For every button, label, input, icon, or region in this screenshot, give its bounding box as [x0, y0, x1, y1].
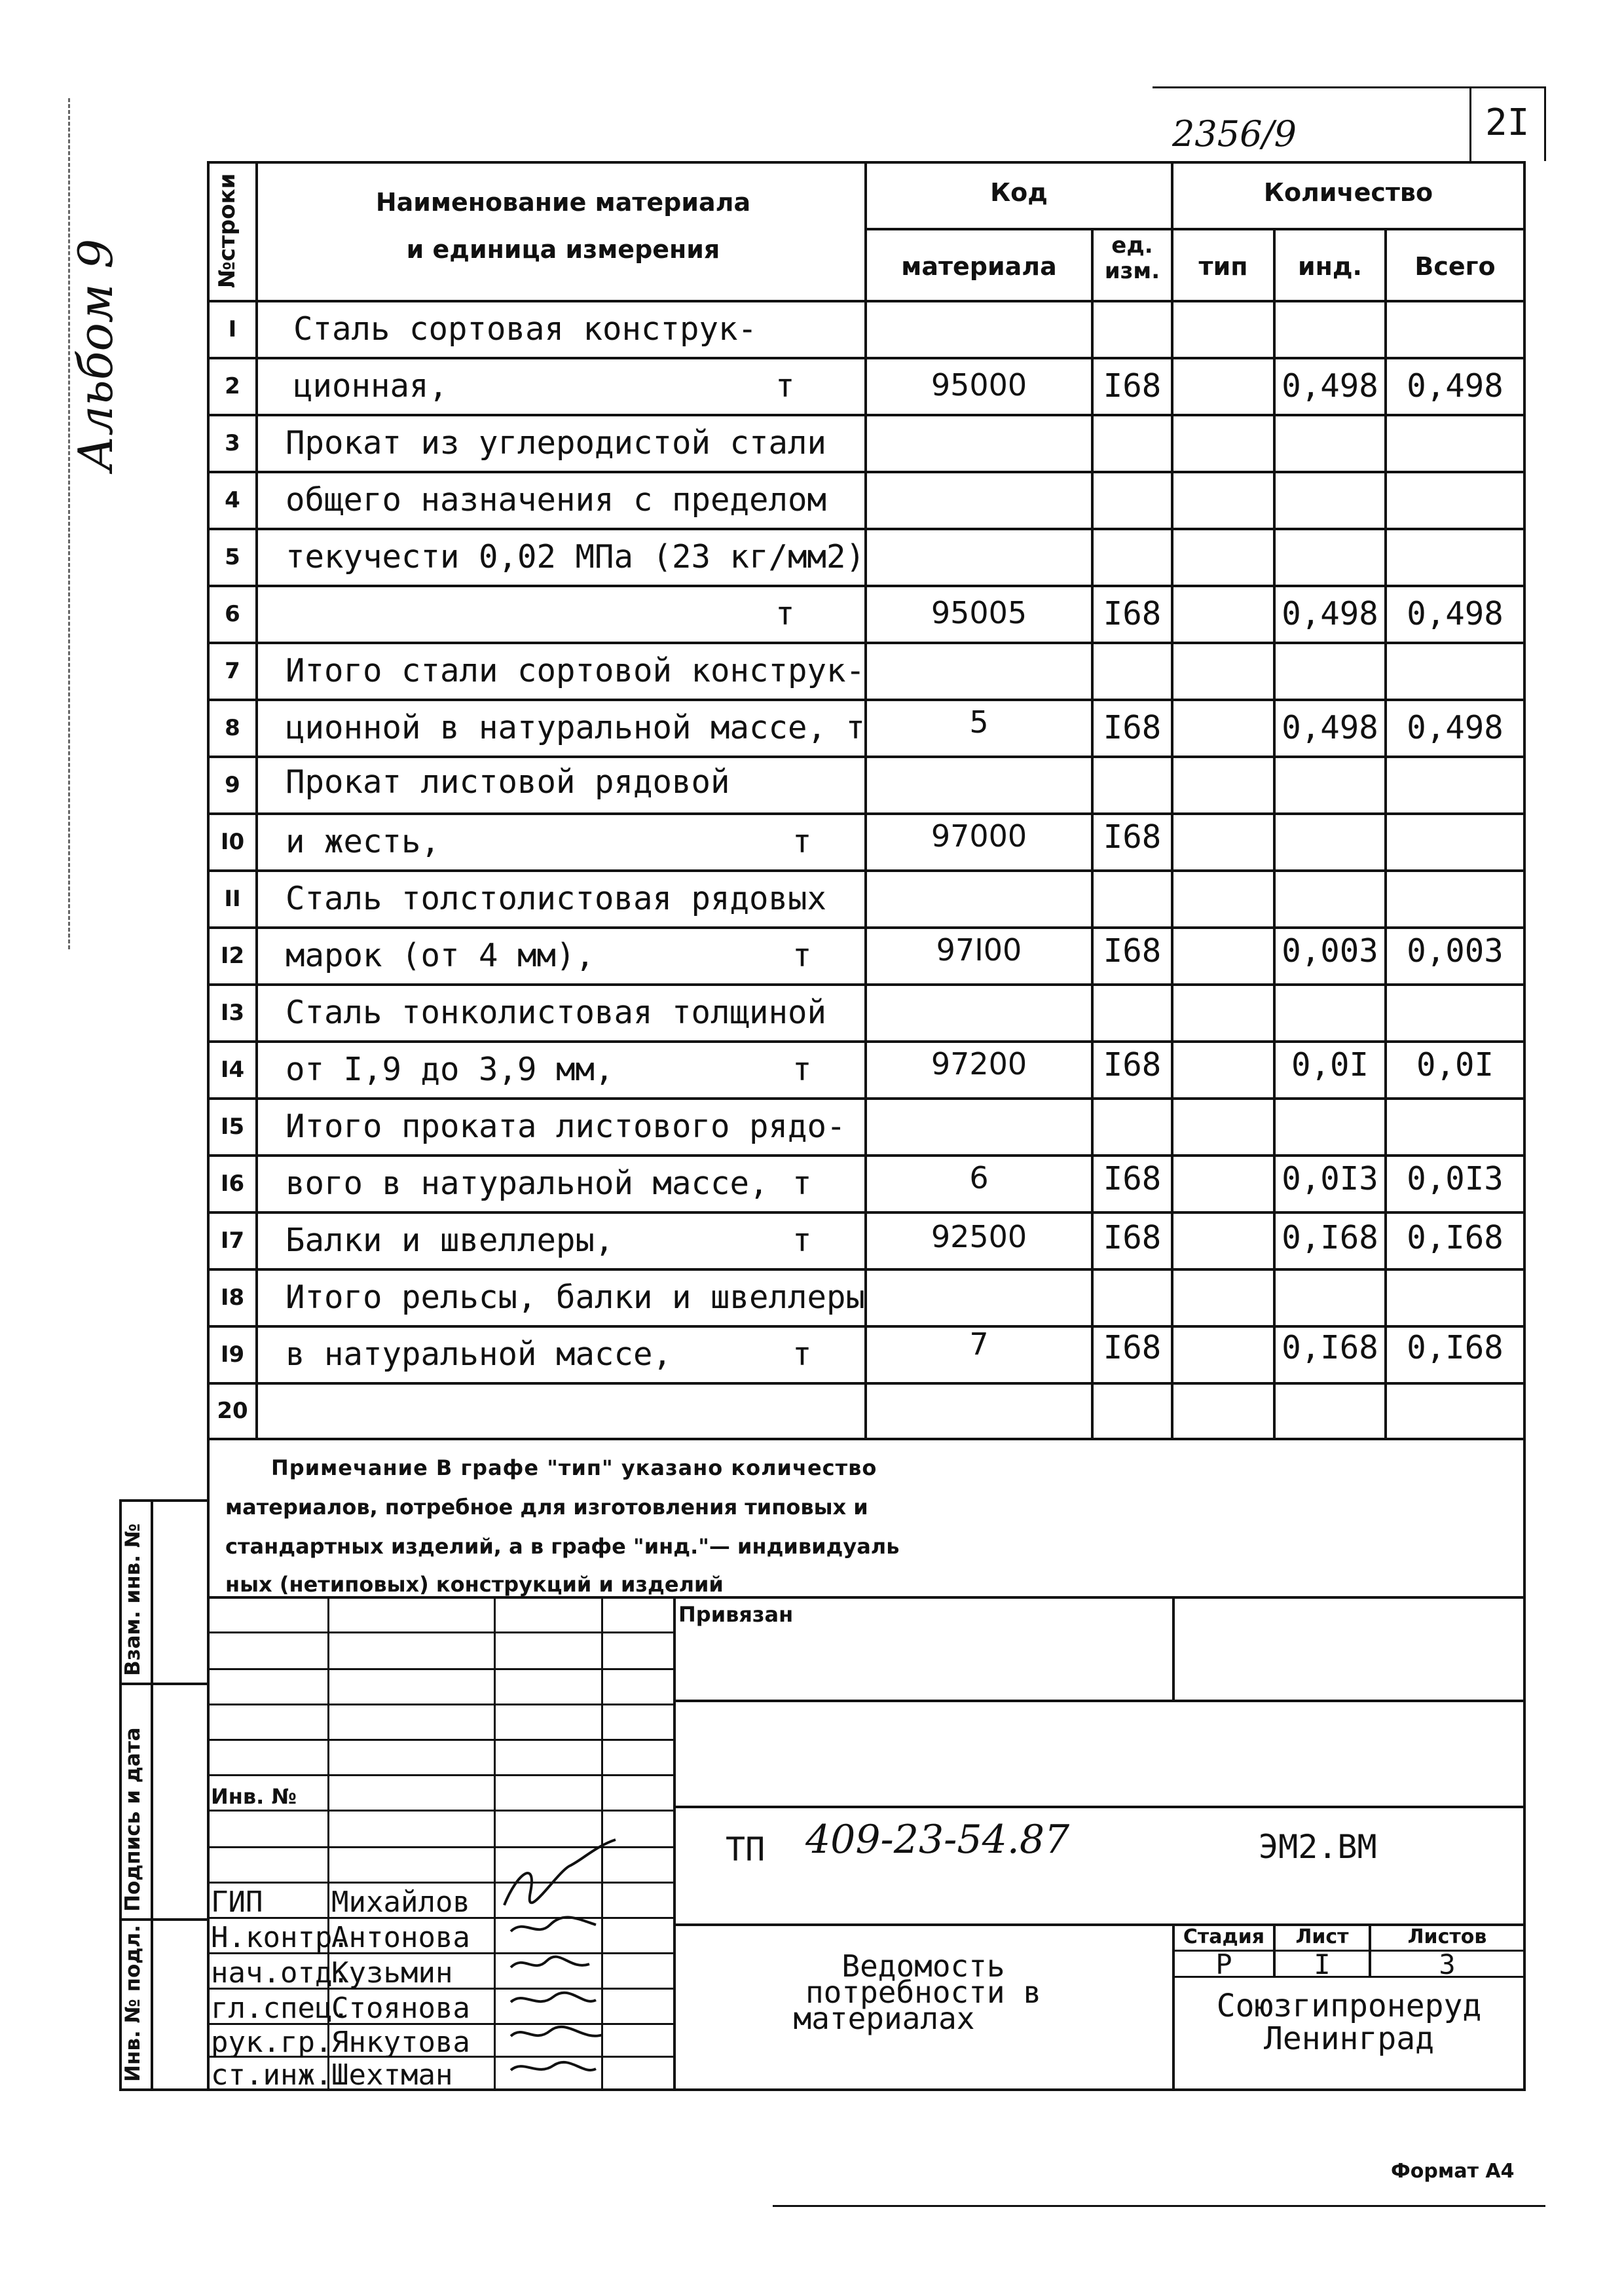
- col-name-line1: Наименование материала: [375, 188, 751, 217]
- row-rule: [207, 1154, 1526, 1157]
- row-number: 6: [225, 601, 240, 627]
- row-unit-code: I68: [1103, 818, 1162, 856]
- row-rule: [207, 756, 1526, 758]
- row-rule: [207, 1211, 1526, 1214]
- row-name: Итого рельсы, балки и швеллеры: [286, 1279, 866, 1316]
- col-qty-ind-label: инд.: [1297, 252, 1362, 281]
- col-row-no-label: №строки: [214, 173, 240, 288]
- row-qty-ind: 0,003: [1282, 932, 1378, 970]
- designation-suffix: ЭМ2.ВМ: [1259, 1828, 1377, 1866]
- margin-podpis-data: Подпись и дата: [121, 1727, 145, 1912]
- org-line2: Ленинград: [1263, 2020, 1435, 2057]
- designation-prefix: ТП: [726, 1831, 766, 1868]
- row-qty-total: 0,I68: [1407, 1329, 1504, 1366]
- row-unit-code: I68: [1103, 1160, 1162, 1197]
- row-material-code: 97000: [931, 818, 1027, 854]
- stamp-divider: [1172, 1596, 1175, 1700]
- stamp-rule: [673, 1806, 1526, 1808]
- margin-strip-top: [119, 1499, 210, 1502]
- stage-label: Стадия: [1183, 1925, 1265, 1948]
- row-number: 3: [225, 430, 240, 456]
- row-rule: [207, 1040, 1526, 1043]
- row-rule: [207, 983, 1526, 986]
- doc-code: 2356/9: [1172, 113, 1297, 155]
- row-name: в натуральной массе,: [286, 1336, 673, 1373]
- row-number: I8: [220, 1285, 245, 1311]
- signer-name: Кузьмин: [331, 1956, 453, 1990]
- row-qty-ind: 0,498: [1282, 709, 1378, 746]
- row-number: I3: [220, 1000, 245, 1026]
- signer-role: Н.контр.: [211, 1921, 350, 1954]
- row-unit: т: [792, 823, 812, 860]
- signer-role: ст.инж.: [211, 2058, 333, 2092]
- row-qty-total: 0,498: [1407, 709, 1504, 746]
- col-name-line2: и единица измерения: [406, 235, 720, 264]
- col-code-material-label: материала: [901, 252, 1057, 281]
- row-unit: т: [792, 1336, 812, 1373]
- row-name: общего назначения с пределом: [286, 481, 827, 519]
- margin-vzam-inv: Взам. инв. №: [121, 1523, 145, 1676]
- row-qty-total: 0,003: [1407, 932, 1504, 970]
- row-name: Сталь толстолистовая рядовых: [286, 880, 827, 917]
- row-material-code: 7: [969, 1326, 989, 1362]
- sheet-box-divider: [1469, 86, 1471, 161]
- signer-name: Янкутова: [331, 2026, 470, 2059]
- row-number: I6: [220, 1171, 245, 1197]
- note-line-3: стандартных изделий, а в графе "инд."— индивидуаль: [225, 1534, 900, 1559]
- note-line-1: Примечание В графе "тип" указано количество: [271, 1455, 877, 1480]
- col-code-unit-label: ед. изм.: [1104, 232, 1160, 285]
- row-material-code: 92500: [931, 1219, 1027, 1254]
- col-line-total: [1384, 228, 1387, 1438]
- frame-right: [1523, 161, 1526, 2089]
- sig-row: [207, 1739, 673, 1741]
- row-name: ционной в натуральной массе, т: [286, 709, 866, 746]
- col-line-qty: [1171, 161, 1173, 1438]
- row-qty-total: 0,0I: [1416, 1046, 1494, 1084]
- row-unit-code: I68: [1103, 709, 1162, 746]
- margin-strip-bottom: [119, 2088, 210, 2091]
- margin-strip-divider: [119, 1918, 210, 1921]
- row-name: Прокат из углеродистой стали: [286, 424, 827, 462]
- row-rule: [207, 926, 1526, 929]
- row-unit-code: I68: [1103, 1046, 1162, 1084]
- row-qty-total: 0,498: [1407, 367, 1504, 405]
- row-material-code: 95000: [931, 367, 1027, 403]
- footer-rule: [773, 2205, 1545, 2207]
- signatures-image: [498, 1833, 622, 2082]
- row-rule: [207, 1268, 1526, 1271]
- row-number: II: [224, 886, 241, 912]
- doc-title-line3: материалах: [793, 2001, 975, 2036]
- row-number: 5: [225, 544, 240, 570]
- sheets-label: Листов: [1407, 1925, 1487, 1948]
- row-number: I9: [220, 1341, 245, 1368]
- sheet-box-edge: [1544, 86, 1546, 161]
- row-number: 8: [225, 715, 240, 741]
- stamp-divider: [673, 1596, 676, 2088]
- row-name: ционная,: [293, 367, 449, 405]
- row-rule: [207, 1382, 1526, 1385]
- sig-row: [207, 1774, 673, 1776]
- row-rule: [207, 869, 1526, 872]
- row-rule: [207, 357, 1526, 359]
- row-number: 2: [225, 373, 240, 399]
- stamp-rule: [673, 1700, 1526, 1702]
- row-material-code: 5: [969, 704, 989, 740]
- row-rule: [207, 528, 1526, 530]
- row-number: 20: [217, 1398, 248, 1424]
- row-qty-total: 0,I68: [1407, 1219, 1504, 1256]
- row-number: I0: [220, 829, 245, 855]
- row-unit-code: I68: [1103, 1329, 1162, 1366]
- row-unit: т: [775, 367, 795, 405]
- sheet-value: I: [1314, 1948, 1331, 1980]
- row-rule: [207, 1325, 1526, 1328]
- binding-line: [68, 98, 70, 949]
- row-number: 7: [225, 658, 240, 684]
- row-name: Сталь сортовая конструк-: [293, 310, 758, 348]
- signer-role: рук.гр.: [211, 2026, 333, 2059]
- row-name: Итого проката листового рядо-: [286, 1108, 846, 1145]
- sig-row: [207, 1631, 673, 1633]
- signer-name: Антонова: [331, 1921, 470, 1954]
- row-qty-ind: 0,I68: [1282, 1329, 1378, 1366]
- row-rule: [207, 812, 1526, 815]
- col-line-ind: [1273, 228, 1276, 1438]
- row-name: и жесть,: [286, 823, 441, 860]
- row-rule: [207, 585, 1526, 587]
- format-label: Формат А4: [1391, 2160, 1515, 2183]
- row-qty-ind: 0,I68: [1282, 1219, 1378, 1256]
- row-unit-code: I68: [1103, 367, 1162, 405]
- row-number: I: [228, 316, 237, 342]
- note-line-2: материалов, потребное для изготовления типовых и: [225, 1495, 868, 1520]
- row-material-code: 97I00: [936, 932, 1022, 968]
- row-name: Итого стали сортовой конструк-: [286, 652, 866, 689]
- row-qty-ind: 0,0I: [1291, 1046, 1369, 1084]
- row-number: I5: [220, 1114, 245, 1140]
- signer-name: Михайлов: [331, 1886, 470, 1919]
- sheet-number: 2I: [1485, 101, 1530, 144]
- signer-name: Стоянова: [331, 1992, 470, 2025]
- row-unit-code: I68: [1103, 1219, 1162, 1256]
- row-qty-ind: 0,498: [1282, 367, 1378, 405]
- row-material-code: 97200: [931, 1046, 1027, 1082]
- row-name: Прокат листовой рядовой: [286, 763, 730, 801]
- row-unit: т: [775, 595, 795, 632]
- row-rule: [207, 642, 1526, 644]
- col-qty-type-label: тип: [1198, 252, 1248, 281]
- org-line1: Союзгипронеруд: [1216, 1988, 1482, 2024]
- row-unit-code: I68: [1103, 595, 1162, 632]
- row-rule: [207, 414, 1526, 416]
- row-material-code: 6: [969, 1160, 989, 1195]
- designation-number: 409-23-54.87: [805, 1817, 1070, 1863]
- note-line-4: ных (нетиповых) конструкций и изделий: [225, 1572, 724, 1597]
- row-qty-total: 0,0I3: [1407, 1160, 1504, 1197]
- row-unit-code: I68: [1103, 932, 1162, 970]
- margin-strip-inner: [151, 1499, 153, 2088]
- row-number: I4: [220, 1057, 245, 1083]
- stamp-rule: [673, 1923, 1526, 1926]
- sig-row: [207, 1704, 673, 1705]
- row-number: 9: [225, 772, 240, 798]
- col-quantity-label: Количество: [1263, 178, 1433, 207]
- row-qty-ind: 0,0I3: [1282, 1160, 1378, 1197]
- row-number: 4: [225, 487, 240, 513]
- signer-role: нач.отд.: [211, 1956, 350, 1990]
- row-name: Сталь тонколистовая толщиной: [286, 994, 827, 1031]
- table-bottom-rule: [207, 1438, 1526, 1440]
- row-name: вого в натуральной массе,: [286, 1165, 769, 1202]
- row-name: марок (от 4 мм),: [286, 937, 595, 974]
- row-name: от I,9 до 3,9 мм,: [286, 1051, 614, 1088]
- row-number: I7: [220, 1228, 245, 1254]
- header-rule: [1153, 86, 1545, 88]
- margin-strip-divider: [119, 1683, 210, 1685]
- header-mid-rule: [864, 228, 1526, 230]
- row-rule: [207, 1097, 1526, 1100]
- col-line-name: [255, 161, 258, 1438]
- row-unit: т: [792, 1051, 812, 1088]
- header-bottom-rule: [207, 300, 1526, 302]
- sheets-value: 3: [1439, 1948, 1456, 1980]
- stamp-top-rule: [207, 1596, 1526, 1599]
- row-material-code: 95005: [931, 595, 1027, 630]
- row-unit: т: [792, 937, 812, 974]
- row-qty-ind: 0,498: [1282, 595, 1378, 632]
- row-rule: [207, 699, 1526, 701]
- doc-title-line1: Ведомость: [841, 1948, 1005, 1984]
- stage-value: Р: [1215, 1948, 1232, 1980]
- inv-no-label: Инв. №: [211, 1784, 297, 1809]
- signer-role: ГИП: [211, 1886, 263, 1919]
- margin-inv-podl: Инв. № подл.: [121, 1925, 145, 2082]
- sig-row: [207, 1810, 673, 1812]
- signer-role: гл.спец.: [211, 1992, 350, 2025]
- signer-name: Шехтман: [331, 2058, 453, 2092]
- album-label: Альбом 9: [68, 238, 123, 471]
- col-qty-total-label: Всего: [1414, 252, 1496, 281]
- sheet-label: Лист: [1295, 1925, 1349, 1948]
- col-code-label: Код: [990, 178, 1048, 207]
- row-rule: [207, 471, 1526, 473]
- row-number: I2: [220, 943, 245, 969]
- row-unit: т: [792, 1222, 812, 1259]
- row-unit: т: [792, 1165, 812, 1202]
- sig-row: [207, 1668, 673, 1670]
- row-name: текучести 0,02 МПа (23 кг/мм2): [286, 538, 866, 575]
- privyazan-label: Привязан: [678, 1602, 794, 1627]
- doc-title-line2: потребности в: [805, 1975, 1042, 2010]
- row-qty-total: 0,498: [1407, 595, 1504, 632]
- row-name: Балки и швеллеры,: [286, 1222, 614, 1259]
